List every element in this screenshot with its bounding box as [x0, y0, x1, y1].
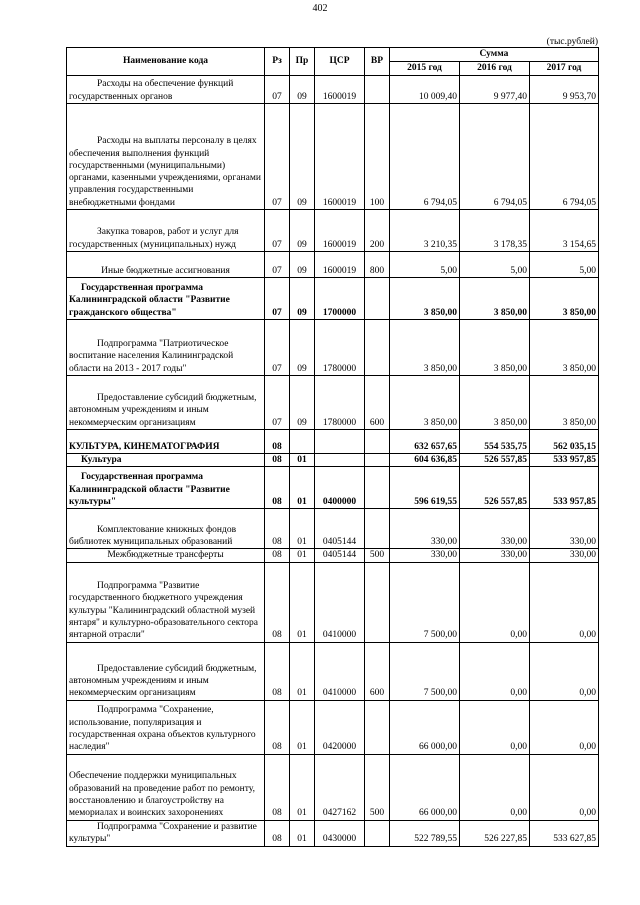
row-pr: 09 — [290, 278, 315, 320]
row-vr: 500 — [365, 549, 390, 562]
row-pr: 01 — [290, 754, 315, 820]
header-vr: ВР — [365, 48, 390, 76]
row-pr: 09 — [290, 76, 315, 104]
row-sum-2015: 3 850,00 — [390, 320, 460, 376]
row-sum-2017: 6 794,05 — [530, 104, 599, 210]
row-pr: 01 — [290, 642, 315, 700]
row-sum-2017: 330,00 — [530, 509, 599, 549]
row-sum-2015: 604 636,85 — [390, 454, 460, 467]
row-csr: 1780000 — [315, 320, 365, 376]
table-row — [67, 278, 599, 320]
row-vr — [365, 320, 390, 376]
row-sum-2017: 533 957,85 — [530, 454, 599, 467]
row-pr: 01 — [290, 509, 315, 549]
row-sum-2015: 522 789,55 — [390, 820, 460, 846]
row-name: Комплектование книжных фондов библиотек муниципальных образований — [67, 509, 265, 549]
row-pr: 01 — [290, 549, 315, 562]
row-sum-2016: 0,00 — [460, 754, 530, 820]
row-sum-2015: 632 657,65 — [390, 430, 460, 454]
row-name: Межбюджетные трансферты — [67, 549, 265, 562]
row-sum-2016: 9 977,40 — [460, 76, 530, 104]
table-row — [67, 430, 599, 454]
row-csr — [315, 430, 365, 454]
row-csr: 0410000 — [315, 642, 365, 700]
row-sum-2015: 3 210,35 — [390, 210, 460, 252]
row-rz: 08 — [265, 509, 290, 549]
table-row — [67, 320, 599, 376]
row-rz: 07 — [265, 104, 290, 210]
row-csr: 0405144 — [315, 549, 365, 562]
row-csr: 0420000 — [315, 700, 365, 754]
row-vr: 200 — [365, 210, 390, 252]
row-sum-2017: 533 957,85 — [530, 467, 599, 509]
row-sum-2016: 3 850,00 — [460, 320, 530, 376]
row-rz: 08 — [265, 454, 290, 467]
row-rz: 08 — [265, 549, 290, 562]
row-sum-2015: 330,00 — [390, 509, 460, 549]
row-sum-2016: 330,00 — [460, 549, 530, 562]
row-sum-2016: 3 850,00 — [460, 278, 530, 320]
row-vr — [365, 430, 390, 454]
row-pr: 01 — [290, 820, 315, 846]
row-csr: 1700000 — [315, 278, 365, 320]
row-vr — [365, 278, 390, 320]
table-row — [67, 376, 599, 430]
row-pr: 01 — [290, 562, 315, 642]
row-vr — [365, 562, 390, 642]
row-rz: 07 — [265, 76, 290, 104]
row-name: Подпрограмма "Развитие государственного бюджетного учреждения культуры "Калининградский областной музей янтаря" и культурно-образовательного сектора янтарной отрасли" — [67, 562, 265, 642]
row-sum-2017: 3 850,00 — [530, 278, 599, 320]
budget-table — [66, 47, 599, 847]
row-rz: 08 — [265, 754, 290, 820]
row-name: Подпрограмма "Сохранение, использование, популяризация и государственная охрана объектов культурного наследия" — [67, 700, 265, 754]
row-pr — [290, 430, 315, 454]
table-row — [67, 700, 599, 754]
table-row — [67, 104, 599, 210]
table-row — [67, 642, 599, 700]
row-name: Подпрограмма "Сохранение и развитие культуры" — [67, 820, 265, 846]
row-sum-2015: 7 500,00 — [390, 642, 460, 700]
header-2015: 2015 год — [390, 62, 460, 76]
row-sum-2015: 10 009,40 — [390, 76, 460, 104]
row-sum-2017: 0,00 — [530, 700, 599, 754]
row-rz: 07 — [265, 376, 290, 430]
row-sum-2015: 330,00 — [390, 549, 460, 562]
row-rz: 07 — [265, 278, 290, 320]
page-number: 402 — [312, 3, 328, 14]
row-sum-2015: 3 850,00 — [390, 376, 460, 430]
row-rz: 08 — [265, 430, 290, 454]
row-sum-2015: 3 850,00 — [390, 278, 460, 320]
header-2016: 2016 год — [460, 62, 530, 76]
row-csr: 0430000 — [315, 820, 365, 846]
row-sum-2017: 533 627,85 — [530, 820, 599, 846]
row-pr: 01 — [290, 454, 315, 467]
table-row — [67, 820, 599, 846]
row-sum-2015: 6 794,05 — [390, 104, 460, 210]
row-rz: 07 — [265, 320, 290, 376]
row-vr — [365, 700, 390, 754]
header-sum: Сумма — [390, 48, 599, 62]
row-csr: 1600019 — [315, 252, 365, 278]
table-row — [67, 76, 599, 104]
table-row — [67, 562, 599, 642]
row-csr: 1600019 — [315, 76, 365, 104]
row-pr: 09 — [290, 210, 315, 252]
header-csr: ЦСР — [315, 48, 365, 76]
row-csr: 1600019 — [315, 104, 365, 210]
header-2017: 2017 год — [530, 62, 599, 76]
table-row — [67, 467, 599, 509]
row-sum-2016: 554 535,75 — [460, 430, 530, 454]
row-csr: 1780000 — [315, 376, 365, 430]
row-sum-2017: 3 850,00 — [530, 320, 599, 376]
row-csr: 0410000 — [315, 562, 365, 642]
row-name: Государственная программа Калининградской области "Развитие культуры" — [67, 467, 265, 509]
row-sum-2016: 0,00 — [460, 700, 530, 754]
row-name: КУЛЬТУРА, КИНЕМАТОГРАФИЯ — [67, 430, 265, 454]
row-vr: 800 — [365, 252, 390, 278]
row-name: Предоставление субсидий бюджетным, автономным учреждениям и иным некоммерческим организациям — [67, 642, 265, 700]
row-csr: 0427162 — [315, 754, 365, 820]
row-rz: 07 — [265, 210, 290, 252]
row-csr: 0405144 — [315, 509, 365, 549]
row-sum-2015: 66 000,00 — [390, 754, 460, 820]
units-label: (тыс.рублей) — [546, 37, 598, 47]
row-name: Расходы на обеспечение функций государственных органов — [67, 76, 265, 104]
row-vr — [365, 454, 390, 467]
row-vr — [365, 467, 390, 509]
row-name: Предоставление субсидий бюджетным, автономным учреждениям и иным некоммерческим организациям — [67, 376, 265, 430]
row-sum-2017: 5,00 — [530, 252, 599, 278]
row-sum-2016: 3 178,35 — [460, 210, 530, 252]
row-csr: 1600019 — [315, 210, 365, 252]
row-sum-2015: 5,00 — [390, 252, 460, 278]
row-name: Обеспечение поддержки муниципальных образований на проведение работ по ремонту, восстановлению и благоустройству на мемориалах и воинских захоронениях — [67, 754, 265, 820]
row-sum-2015: 66 000,00 — [390, 700, 460, 754]
row-rz: 08 — [265, 642, 290, 700]
row-vr: 500 — [365, 754, 390, 820]
row-rz: 08 — [265, 562, 290, 642]
row-sum-2016: 6 794,05 — [460, 104, 530, 210]
row-pr: 09 — [290, 376, 315, 430]
row-vr — [365, 509, 390, 549]
row-rz: 08 — [265, 820, 290, 846]
header-rz: Рз — [265, 48, 290, 76]
table-row — [67, 754, 599, 820]
row-csr: 0400000 — [315, 467, 365, 509]
row-vr — [365, 76, 390, 104]
table-row — [67, 509, 599, 549]
table-row — [67, 252, 599, 278]
table-row — [67, 210, 599, 252]
row-pr: 09 — [290, 320, 315, 376]
row-name: Государственная программа Калининградской области "Развитие гражданского общества" — [67, 278, 265, 320]
row-sum-2017: 0,00 — [530, 562, 599, 642]
row-csr — [315, 454, 365, 467]
row-sum-2016: 0,00 — [460, 642, 530, 700]
row-sum-2017: 0,00 — [530, 642, 599, 700]
row-name: Иные бюджетные ассигнования — [67, 252, 265, 278]
row-name: Расходы на выплаты персоналу в целях обеспечения выполнения функций государственными (муниципальными) органами, казенными учреждениями, органами управления государственными внебюджетными фондами — [67, 104, 265, 210]
row-name: Закупка товаров, работ и услуг для государственных (муниципальных) нужд — [67, 210, 265, 252]
row-sum-2016: 526 557,85 — [460, 454, 530, 467]
row-sum-2017: 3 154,65 — [530, 210, 599, 252]
row-sum-2017: 562 035,15 — [530, 430, 599, 454]
row-sum-2016: 5,00 — [460, 252, 530, 278]
row-sum-2016: 3 850,00 — [460, 376, 530, 430]
row-pr: 01 — [290, 700, 315, 754]
row-sum-2017: 9 953,70 — [530, 76, 599, 104]
row-name: Подпрограмма "Патриотическое воспитание населения Калининградской области на 2013 - 2017 годы" — [67, 320, 265, 376]
row-sum-2016: 330,00 — [460, 509, 530, 549]
row-sum-2017: 330,00 — [530, 549, 599, 562]
row-pr: 09 — [290, 104, 315, 210]
row-sum-2016: 526 557,85 — [460, 467, 530, 509]
row-sum-2016: 526 227,85 — [460, 820, 530, 846]
row-vr: 600 — [365, 376, 390, 430]
row-pr: 09 — [290, 252, 315, 278]
header-name: Наименование кода — [67, 48, 265, 76]
row-pr: 01 — [290, 467, 315, 509]
row-name: Культура — [67, 454, 265, 467]
row-rz: 08 — [265, 467, 290, 509]
row-sum-2017: 0,00 — [530, 754, 599, 820]
row-vr — [365, 820, 390, 846]
table-row — [67, 454, 599, 467]
row-vr: 600 — [365, 642, 390, 700]
row-rz: 07 — [265, 252, 290, 278]
table-row — [67, 549, 599, 562]
row-sum-2015: 7 500,00 — [390, 562, 460, 642]
row-sum-2015: 596 619,55 — [390, 467, 460, 509]
row-vr: 100 — [365, 104, 390, 210]
row-rz: 08 — [265, 700, 290, 754]
row-sum-2017: 3 850,00 — [530, 376, 599, 430]
row-sum-2016: 0,00 — [460, 562, 530, 642]
header-pr: Пр — [290, 48, 315, 76]
